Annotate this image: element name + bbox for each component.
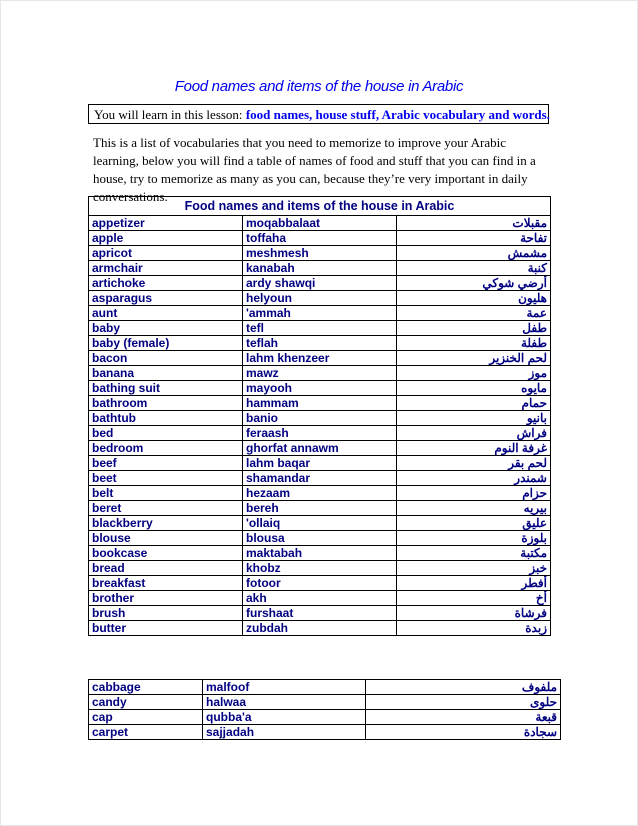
english-word-cell: bathtub: [89, 411, 243, 426]
transliteration-cell: 'ollaiq: [243, 516, 397, 531]
transliteration-cell: shamandar: [243, 471, 397, 486]
english-word-cell: appetizer: [89, 216, 243, 231]
table-row: [89, 366, 551, 381]
arabic-word-cell: بلوزة: [397, 531, 551, 546]
table-row: [89, 441, 551, 456]
vocabulary-table-continued-body: [89, 680, 561, 740]
transliteration-cell: blousa: [243, 531, 397, 546]
table-row: [89, 606, 551, 621]
transliteration-cell: tefl: [243, 321, 397, 336]
english-word-cell: baby: [89, 321, 243, 336]
table-row: [89, 261, 551, 276]
table-row: [89, 531, 551, 546]
english-word-cell: apricot: [89, 246, 243, 261]
transliteration-cell: 'ammah: [243, 306, 397, 321]
arabic-word-cell: مكتبة: [397, 546, 551, 561]
table-row: [89, 576, 551, 591]
table-row: [89, 246, 551, 261]
transliteration-cell: akh: [243, 591, 397, 606]
transliteration-cell: bereh: [243, 501, 397, 516]
arabic-word-cell: عمة: [397, 306, 551, 321]
table-row: [89, 336, 551, 351]
arabic-word-cell: بانيو: [397, 411, 551, 426]
arabic-word-cell: مشمش: [397, 246, 551, 261]
table-row: [89, 591, 551, 606]
arabic-word-cell: شمندر: [397, 471, 551, 486]
arabic-word-cell: تفاحة: [397, 231, 551, 246]
english-word-cell: bed: [89, 426, 243, 441]
table-row: [89, 306, 551, 321]
table-header-row: [89, 197, 551, 216]
arabic-word-cell: عليق: [397, 516, 551, 531]
vocabulary-table-continued: [88, 679, 561, 740]
transliteration-cell: toffaha: [243, 231, 397, 246]
transliteration-cell: khobz: [243, 561, 397, 576]
arabic-word-cell: طفلة: [397, 336, 551, 351]
arabic-word-cell: غرفة النوم: [397, 441, 551, 456]
table-row: [89, 501, 551, 516]
table-row: [89, 486, 551, 501]
transliteration-cell: meshmesh: [243, 246, 397, 261]
document-title: Food names and items of the house in Arabic: [174, 78, 464, 95]
english-word-cell: beret: [89, 501, 243, 516]
table-row: [89, 216, 551, 231]
english-word-cell: cap: [89, 710, 203, 725]
english-word-cell: carpet: [89, 725, 203, 740]
arabic-word-cell: حزام: [397, 486, 551, 501]
english-word-cell: bookcase: [89, 546, 243, 561]
arabic-word-cell: زبدة: [397, 621, 551, 636]
transliteration-cell: halwaa: [203, 695, 366, 710]
table-row: [89, 621, 551, 636]
table-row: [89, 695, 561, 710]
intro-paragraph: This is a list of vocabularies that you need to memorize to improve your Arabic learning, below you will find a table of names of food and stuff that you can find in a house, try to memorize as many as you can, because they’re very important in daily conversations.: [93, 135, 536, 204]
table-row: [89, 396, 551, 411]
arabic-word-cell: مقبلات: [397, 216, 551, 231]
arabic-word-cell: موز: [397, 366, 551, 381]
table-row: [89, 561, 551, 576]
english-word-cell: baby (female): [89, 336, 243, 351]
transliteration-cell: hezaam: [243, 486, 397, 501]
lesson-summary-box: [88, 104, 549, 124]
arabic-word-cell: كنبة: [397, 261, 551, 276]
english-word-cell: brother: [89, 591, 243, 606]
arabic-word-cell: ملفوف: [366, 680, 561, 695]
table-row: [89, 426, 551, 441]
english-word-cell: asparagus: [89, 291, 243, 306]
arabic-word-cell: فرشاة: [397, 606, 551, 621]
table-row: [89, 231, 551, 246]
english-word-cell: breakfast: [89, 576, 243, 591]
english-word-cell: bread: [89, 561, 243, 576]
transliteration-cell: moqabbalaat: [243, 216, 397, 231]
table-row: [89, 321, 551, 336]
transliteration-cell: helyoun: [243, 291, 397, 306]
english-word-cell: bathing suit: [89, 381, 243, 396]
lesson-prefix: You will learn in this lesson:: [94, 107, 246, 122]
english-word-cell: blackberry: [89, 516, 243, 531]
arabic-word-cell: لحم الخنزير: [397, 351, 551, 366]
transliteration-cell: mayooh: [243, 381, 397, 396]
arabic-word-cell: أرضي شوكي: [397, 276, 551, 291]
table-row: [89, 710, 561, 725]
english-word-cell: bedroom: [89, 441, 243, 456]
english-word-cell: butter: [89, 621, 243, 636]
table-row: [89, 351, 551, 366]
transliteration-cell: lahm khenzeer: [243, 351, 397, 366]
transliteration-cell: furshaat: [243, 606, 397, 621]
transliteration-cell: ghorfat annawm: [243, 441, 397, 456]
arabic-word-cell: حمام: [397, 396, 551, 411]
arabic-word-cell: مايوه: [397, 381, 551, 396]
english-word-cell: armchair: [89, 261, 243, 276]
english-word-cell: candy: [89, 695, 203, 710]
arabic-word-cell: فراش: [397, 426, 551, 441]
english-word-cell: artichoke: [89, 276, 243, 291]
table-row: [89, 276, 551, 291]
table-row: [89, 680, 561, 695]
english-word-cell: apple: [89, 231, 243, 246]
arabic-word-cell: هليون: [397, 291, 551, 306]
table-row: [89, 381, 551, 396]
arabic-word-cell: حلوى: [366, 695, 561, 710]
english-word-cell: beef: [89, 456, 243, 471]
transliteration-cell: feraash: [243, 426, 397, 441]
transliteration-cell: teflah: [243, 336, 397, 351]
arabic-word-cell: أفطر: [397, 576, 551, 591]
vocabulary-table: [88, 196, 551, 636]
table-row: [89, 471, 551, 486]
transliteration-cell: zubdah: [243, 621, 397, 636]
english-word-cell: beet: [89, 471, 243, 486]
arabic-word-cell: طفل: [397, 321, 551, 336]
arabic-word-cell: أخ: [397, 591, 551, 606]
english-word-cell: cabbage: [89, 680, 203, 695]
transliteration-cell: malfoof: [203, 680, 366, 695]
arabic-word-cell: لحم بقر: [397, 456, 551, 471]
table-row: [89, 456, 551, 471]
transliteration-cell: maktabah: [243, 546, 397, 561]
transliteration-cell: sajjadah: [203, 725, 366, 740]
transliteration-cell: ardy shawqi: [243, 276, 397, 291]
transliteration-cell: fotoor: [243, 576, 397, 591]
arabic-word-cell: بيريه: [397, 501, 551, 516]
arabic-word-cell: قبعة: [366, 710, 561, 725]
english-word-cell: blouse: [89, 531, 243, 546]
table-row: [89, 291, 551, 306]
english-word-cell: belt: [89, 486, 243, 501]
table-header: Food names and items of the house in Arabic: [89, 197, 551, 216]
english-word-cell: aunt: [89, 306, 243, 321]
english-word-cell: bathroom: [89, 396, 243, 411]
transliteration-cell: lahm baqar: [243, 456, 397, 471]
table-row: [89, 411, 551, 426]
arabic-word-cell: سجادة: [366, 725, 561, 740]
english-word-cell: bacon: [89, 351, 243, 366]
transliteration-cell: kanabah: [243, 261, 397, 276]
table-row: [89, 546, 551, 561]
lesson-topics: food names, house stuff, Arabic vocabulary and words.: [245, 107, 550, 122]
vocabulary-table-body: [89, 216, 551, 636]
transliteration-cell: hammam: [243, 396, 397, 411]
arabic-word-cell: خبز: [397, 561, 551, 576]
english-word-cell: banana: [89, 366, 243, 381]
transliteration-cell: mawz: [243, 366, 397, 381]
table-row: [89, 516, 551, 531]
transliteration-cell: banio: [243, 411, 397, 426]
transliteration-cell: qubba'a: [203, 710, 366, 725]
english-word-cell: brush: [89, 606, 243, 621]
table-row: [89, 725, 561, 740]
